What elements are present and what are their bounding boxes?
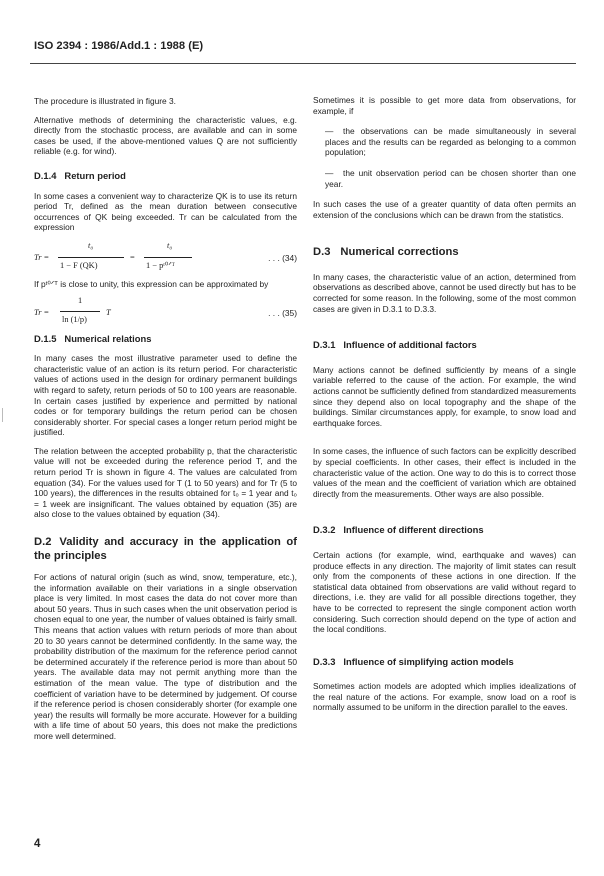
header-rule: [30, 63, 576, 64]
section-heading-d2: [34, 536, 297, 563]
margin-mark: [2, 408, 5, 422]
eq-lhs: Tr =: [34, 307, 50, 317]
paragraph: Certain actions (for example, wind, earthquake and waves) can produce effects in any direction. The majority of limit states can result only from the components of these actions in one direction. If the statistical data obtained from observations are valid without regard to directions, i.e. they are valid for all possible directions together, they have to be corrected to represent the single component action worth considering. Such correction should depend on the type of action and the local conditions.: [313, 549, 576, 635]
section-title: Numerical relations: [64, 332, 152, 344]
section-title: Numerical corrections: [340, 246, 459, 259]
paragraph: Alternative methods of determining the characteristic values, e.g. directly from the stochastic process, are available and can in some cases be used, if the above-mentioned values Q are not sufficiently reliable (e.g. for wind).: [34, 114, 297, 157]
eq-numerator: t₀: [88, 240, 94, 250]
paragraph: Many actions cannot be defined sufficiently by means of a single variable referred to the cause of the action. For example, the wind actions cannot be sufficiently defined from standardized measurements since they depend also on local topography and the shape of the buildings. Similar circumstances apply, for example, to snow load and earthquake forces.: [313, 364, 576, 428]
paragraph: In such cases the use of a greater quantity of data often permits an extension of the conclusions which can be drawn from the statistics.: [313, 199, 576, 220]
section-title: Influence of simplifying action models: [343, 655, 514, 667]
dash-bullet: —: [325, 167, 334, 178]
section-number: D.3: [313, 246, 331, 259]
equation-34: [34, 239, 297, 279]
section-title: Influence of additional factors: [343, 339, 477, 351]
paragraph: In many cases, the characteristic value of an action, determined from observations as described above, cannot be used directly but has to be corrected for some reason. In the following, some of the most common cases are given in D.3.1 to D.3.3.: [313, 271, 576, 314]
eq-lhs: Tr =: [34, 252, 50, 262]
section-title: Return period: [64, 169, 126, 181]
section-number: D.1.4: [34, 169, 57, 181]
eq-denominator: ln (1/p): [62, 314, 87, 324]
section-number: D.2: [34, 536, 52, 549]
fraction-bar: [144, 257, 192, 258]
eq-number: . . . (35): [268, 307, 297, 318]
right-column: [313, 95, 576, 721]
paragraph: In some cases, the influence of such factors can be explicitly described by special coefficients. In other cases, their effect is included in the characteristic value of the action. One way to do this is to correct those values of the mean and the coefficient of variation which are obtained directly from the measurements. Other ways are also possible.: [313, 446, 576, 499]
eq-denominator-2: 1 − pᵗ⁰ᐟᵀ: [146, 260, 175, 270]
paragraph: Sometimes it is possible to get more data from observations, for example, if: [313, 95, 576, 116]
paragraph: The procedure is illustrated in figure 3.: [34, 96, 176, 106]
paragraph: If pᵗ⁰ᐟᵀ is close to unity, this expression can be approximated by: [34, 278, 269, 289]
section-number: D.3.3: [313, 655, 336, 667]
section-number: D.3.2: [313, 524, 336, 536]
section-title: Influence of different directions: [343, 524, 484, 536]
section-heading-d14: [34, 171, 297, 182]
eq-numerator-2: t₀: [167, 240, 173, 250]
section-heading-d3: [313, 246, 576, 260]
section-heading-d31: [313, 340, 576, 351]
document-header: ISO 2394 : 1986/Add.1 : 1988 (E): [34, 40, 204, 52]
paragraph: In some cases a convenient way to characterize QK is to use its return period Tr, defined as the mean duration between consecutive occurrences of QK being exceeded. Tr can be calculated from the expression: [34, 190, 297, 233]
paragraph: In many cases the most illustrative parameter used to define the characteristic value of an action is its return period. For characteristic values of actions used in the design for ordinary permanent buildings with regard to safety, return periods of 50 to 100 years are reasonable. In certain cases justified by experience and permitted by national codes or for temporary buildings the return period can be chosen considerably shorter. For special cases a longer return period might be justified.: [34, 353, 297, 438]
equation-35: [34, 296, 297, 334]
eq-rhs: T: [106, 307, 111, 317]
eq-numerator: 1: [78, 295, 83, 305]
page-number: 4: [34, 838, 41, 850]
eq-number: . . . (34): [268, 252, 297, 263]
fraction-bar: [58, 257, 124, 258]
list-item: [313, 126, 576, 158]
paragraph: Sometimes action models are adopted which implies idealizations of the real nature of the actions. For example, snow load on a roof is normally assumed to be uniform in the direction parallel to the eaves.: [313, 681, 576, 713]
list-item-text: the unit observation period can be chosen shorter than one year.: [325, 167, 576, 189]
section-number: D.3.1: [313, 339, 336, 351]
eq-equals: =: [130, 252, 135, 262]
section-heading-d33: [313, 657, 576, 668]
section-title: Validity and accuracy in the application of the principles: [34, 536, 297, 562]
list-item-text: the observations can be made simultaneously in several places and the results can be regarded as belonging to a common population;: [325, 126, 576, 158]
dash-bullet: —: [325, 126, 334, 137]
eq-denominator: 1 − F (QK): [60, 260, 98, 270]
section-heading-d32: [313, 525, 576, 536]
left-column: [34, 96, 297, 750]
paragraph: The relation between the accepted probability p, that the characteristic value will not be exceeded during the reference period T, and the return period Tr is shown in figure 4. The values are calculated from equation (34). For the values used for T (1 to 50 years) and for Tr (5 to 100 years), the differences in the results obtained for t₀ = 1 year and t₀ = 1 week are insignificant. The values obtained by equation (35) are also close to the values obtained by equation (34).: [34, 445, 297, 520]
section-number: D.1.5: [34, 332, 57, 344]
list-item: [313, 168, 576, 189]
fraction-bar: [60, 311, 100, 312]
section-heading-d15: [34, 334, 297, 345]
paragraph: For actions of natural origin (such as wind, snow, temperature, etc.), the information available on their variations in a single observation place is very limited. In most cases the data do not cover more than about 50 years. Thus in such cases when the unit observation period is chosen equal to one year, the number of values obtained is fairly small. This means that action values with return periods of more than about 20 to 30 years cannot be determined confidently. In the same way, the probability distribution of the maximum for the reference period cannot be determined accurately if the reference period is more than about 50 years. The available data may not permit anything more than the estimation of the mean value. The type of distribution and the coefficient of variation have to be determined by judgement. Of course if the reference period is chosen considerably shorter (for example one year) the results will formally be more accurate. However for a building with a life time of about 50 years, this does not make the predictions more well determined.: [34, 572, 297, 741]
